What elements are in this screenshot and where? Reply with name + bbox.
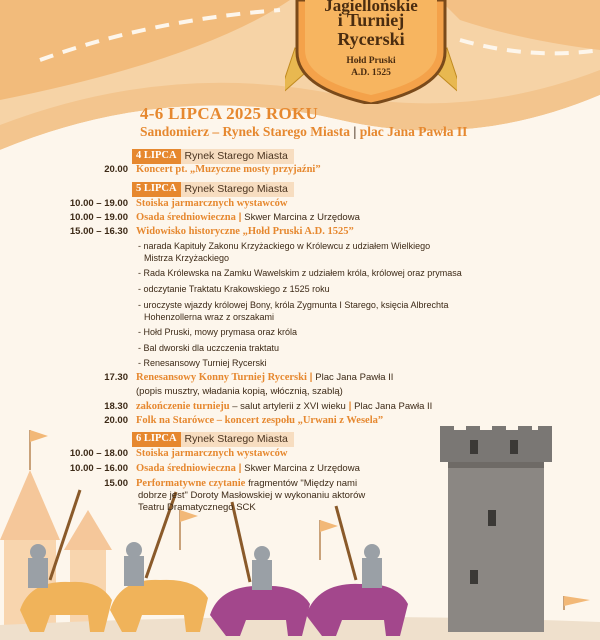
event-title: Osada średniowieczna — [136, 212, 236, 223]
event-place: Skwer Marcina z Urzędowa — [244, 212, 360, 223]
day-place: Rynek Starego Miasta — [181, 432, 294, 447]
event-venue — [140, 124, 467, 140]
day-label: 4 LIPCA — [132, 149, 181, 164]
event-continuation: Teatru Dramatycznego SCK — [138, 502, 256, 513]
event-time: 15.00 – 16.30 — [69, 226, 128, 237]
day-badge-6-lipca — [132, 432, 294, 447]
program-item: - Rada Królewska na Zamku Wawelskim z udziałem króla, królowej oraz prymasa — [138, 268, 462, 278]
flag-icon — [320, 520, 338, 532]
event-title: Folk na Starówce – koncert zespołu „Urwani z Wesela” — [136, 415, 384, 426]
event-title: Performatywne czytanie — [136, 478, 246, 489]
schedule-row — [0, 226, 600, 239]
event-place: Plac Jana Pawła II — [354, 401, 433, 412]
flag-icon — [30, 430, 48, 442]
event-title: Renesansowy Konny Turniej Rycerski — [136, 372, 307, 383]
day-place: Rynek Starego Miasta — [181, 182, 294, 197]
crest-title-line1: Jagiellońskie — [324, 0, 418, 15]
day-badge-4-lipca — [132, 149, 294, 164]
schedule-row: 17.30 Renesansowy Konny Turniej Rycerski | Plac Jana Pawła II — [104, 372, 394, 383]
event-title: zakończenie turnieju — [136, 401, 230, 412]
day-label: 6 LIPCA — [132, 432, 181, 447]
day-label: 5 LIPCA — [132, 182, 181, 197]
event-note: (popis musztry, władania kopią, włócznią, szablą) — [136, 386, 343, 397]
flag-icon — [564, 596, 590, 606]
crest-subtitle-line2: A.D. 1525 — [351, 68, 391, 78]
venue-separator: | — [353, 124, 357, 139]
venue-place: plac Jana Pawła II — [359, 124, 468, 139]
program-item: Mistrza Krzyżackiego — [144, 253, 230, 263]
event-time: 20.00 — [104, 164, 128, 175]
event-title: Stoiska jarmarcznych wystawców — [136, 448, 288, 459]
event-place: Plac Jana Pawła II — [315, 372, 394, 383]
program-item: - odczytanie Traktatu Krakowskiego z 1525 roku — [138, 284, 330, 294]
program-item: - Hołd Pruski, mowy prymasa oraz króla — [138, 327, 298, 337]
knight-purple-icon — [210, 502, 310, 636]
event-title: Koncert pt. „Muzyczne mosty przyjaźni” — [136, 164, 321, 175]
program-item: Hohenzollerna wraz z orszakami — [144, 312, 275, 322]
day-badge-5-lipca — [132, 182, 294, 197]
schedule-row: 10.00 – 16.00 Osada średniowieczna | Skwer Marcina z Urzędowa — [69, 463, 360, 474]
venue-city: Sandomierz – Rynek Starego Miasta — [140, 124, 351, 139]
event-extra: – salut artylerii z XVI wieku — [229, 401, 346, 412]
schedule-row — [0, 386, 600, 399]
program-item: - uroczyste wjazdy królowej Bony, króla Zygmunta I Starego, księcia Albrechta — [138, 300, 449, 310]
schedule-row — [0, 164, 600, 177]
event-title: Osada średniowieczna — [136, 463, 236, 474]
event-time: 18.30 — [104, 401, 128, 412]
event-time: 20.00 — [104, 415, 128, 426]
program-item: - Bal dworski dla uczczenia traktatu — [138, 343, 280, 353]
event-time: 10.00 – 18.00 — [69, 448, 128, 459]
schedule-row — [0, 448, 600, 461]
day-place: Rynek Starego Miasta — [181, 149, 294, 164]
crest-title-line2: i Turniej — [337, 10, 405, 30]
crest-subtitle-line1: Hołd Pruski — [346, 56, 396, 66]
event-place: fragmentów "Między nami — [248, 478, 358, 489]
crest-title-line3: Rycerski — [337, 29, 405, 49]
event-title: Stoiska jarmarcznych wystawców — [136, 198, 288, 209]
schedule-row — [0, 198, 600, 211]
event-time: 10.00 – 19.00 — [69, 212, 128, 223]
event-dates: 4-6 LIPCA 2025 ROKU — [140, 104, 319, 123]
festival-crest — [285, 0, 457, 104]
event-title: Widowisko historyczne „Hołd Pruski A.D. 1525” — [136, 226, 354, 237]
event-time: 15.00 — [104, 478, 128, 489]
bottom-illustration — [0, 410, 600, 640]
event-place: Skwer Marcina z Urzędowa — [244, 463, 360, 474]
event-continuation: dobrze jest" Doroty Masłowskiej w wykonaniu aktorów — [138, 490, 366, 501]
event-time: 17.30 — [104, 372, 128, 383]
program-item: - narada Kapituły Zakonu Krzyżackiego w Królewcu z udziałem Wielkiego — [138, 241, 431, 251]
program-item: - Renesansowy Turniej Rycerski — [138, 358, 267, 368]
schedule-row: 18.30 zakończenie turnieju – salut artylerii z XVI wieku | Plac Jana Pawła II — [104, 401, 433, 412]
event-time: 10.00 – 16.00 — [69, 463, 128, 474]
schedule-row: 10.00 – 19.00 Osada średniowieczna | Skwer Marcina z Urzędowa — [69, 212, 360, 223]
event-time: 10.00 – 19.00 — [69, 198, 128, 209]
